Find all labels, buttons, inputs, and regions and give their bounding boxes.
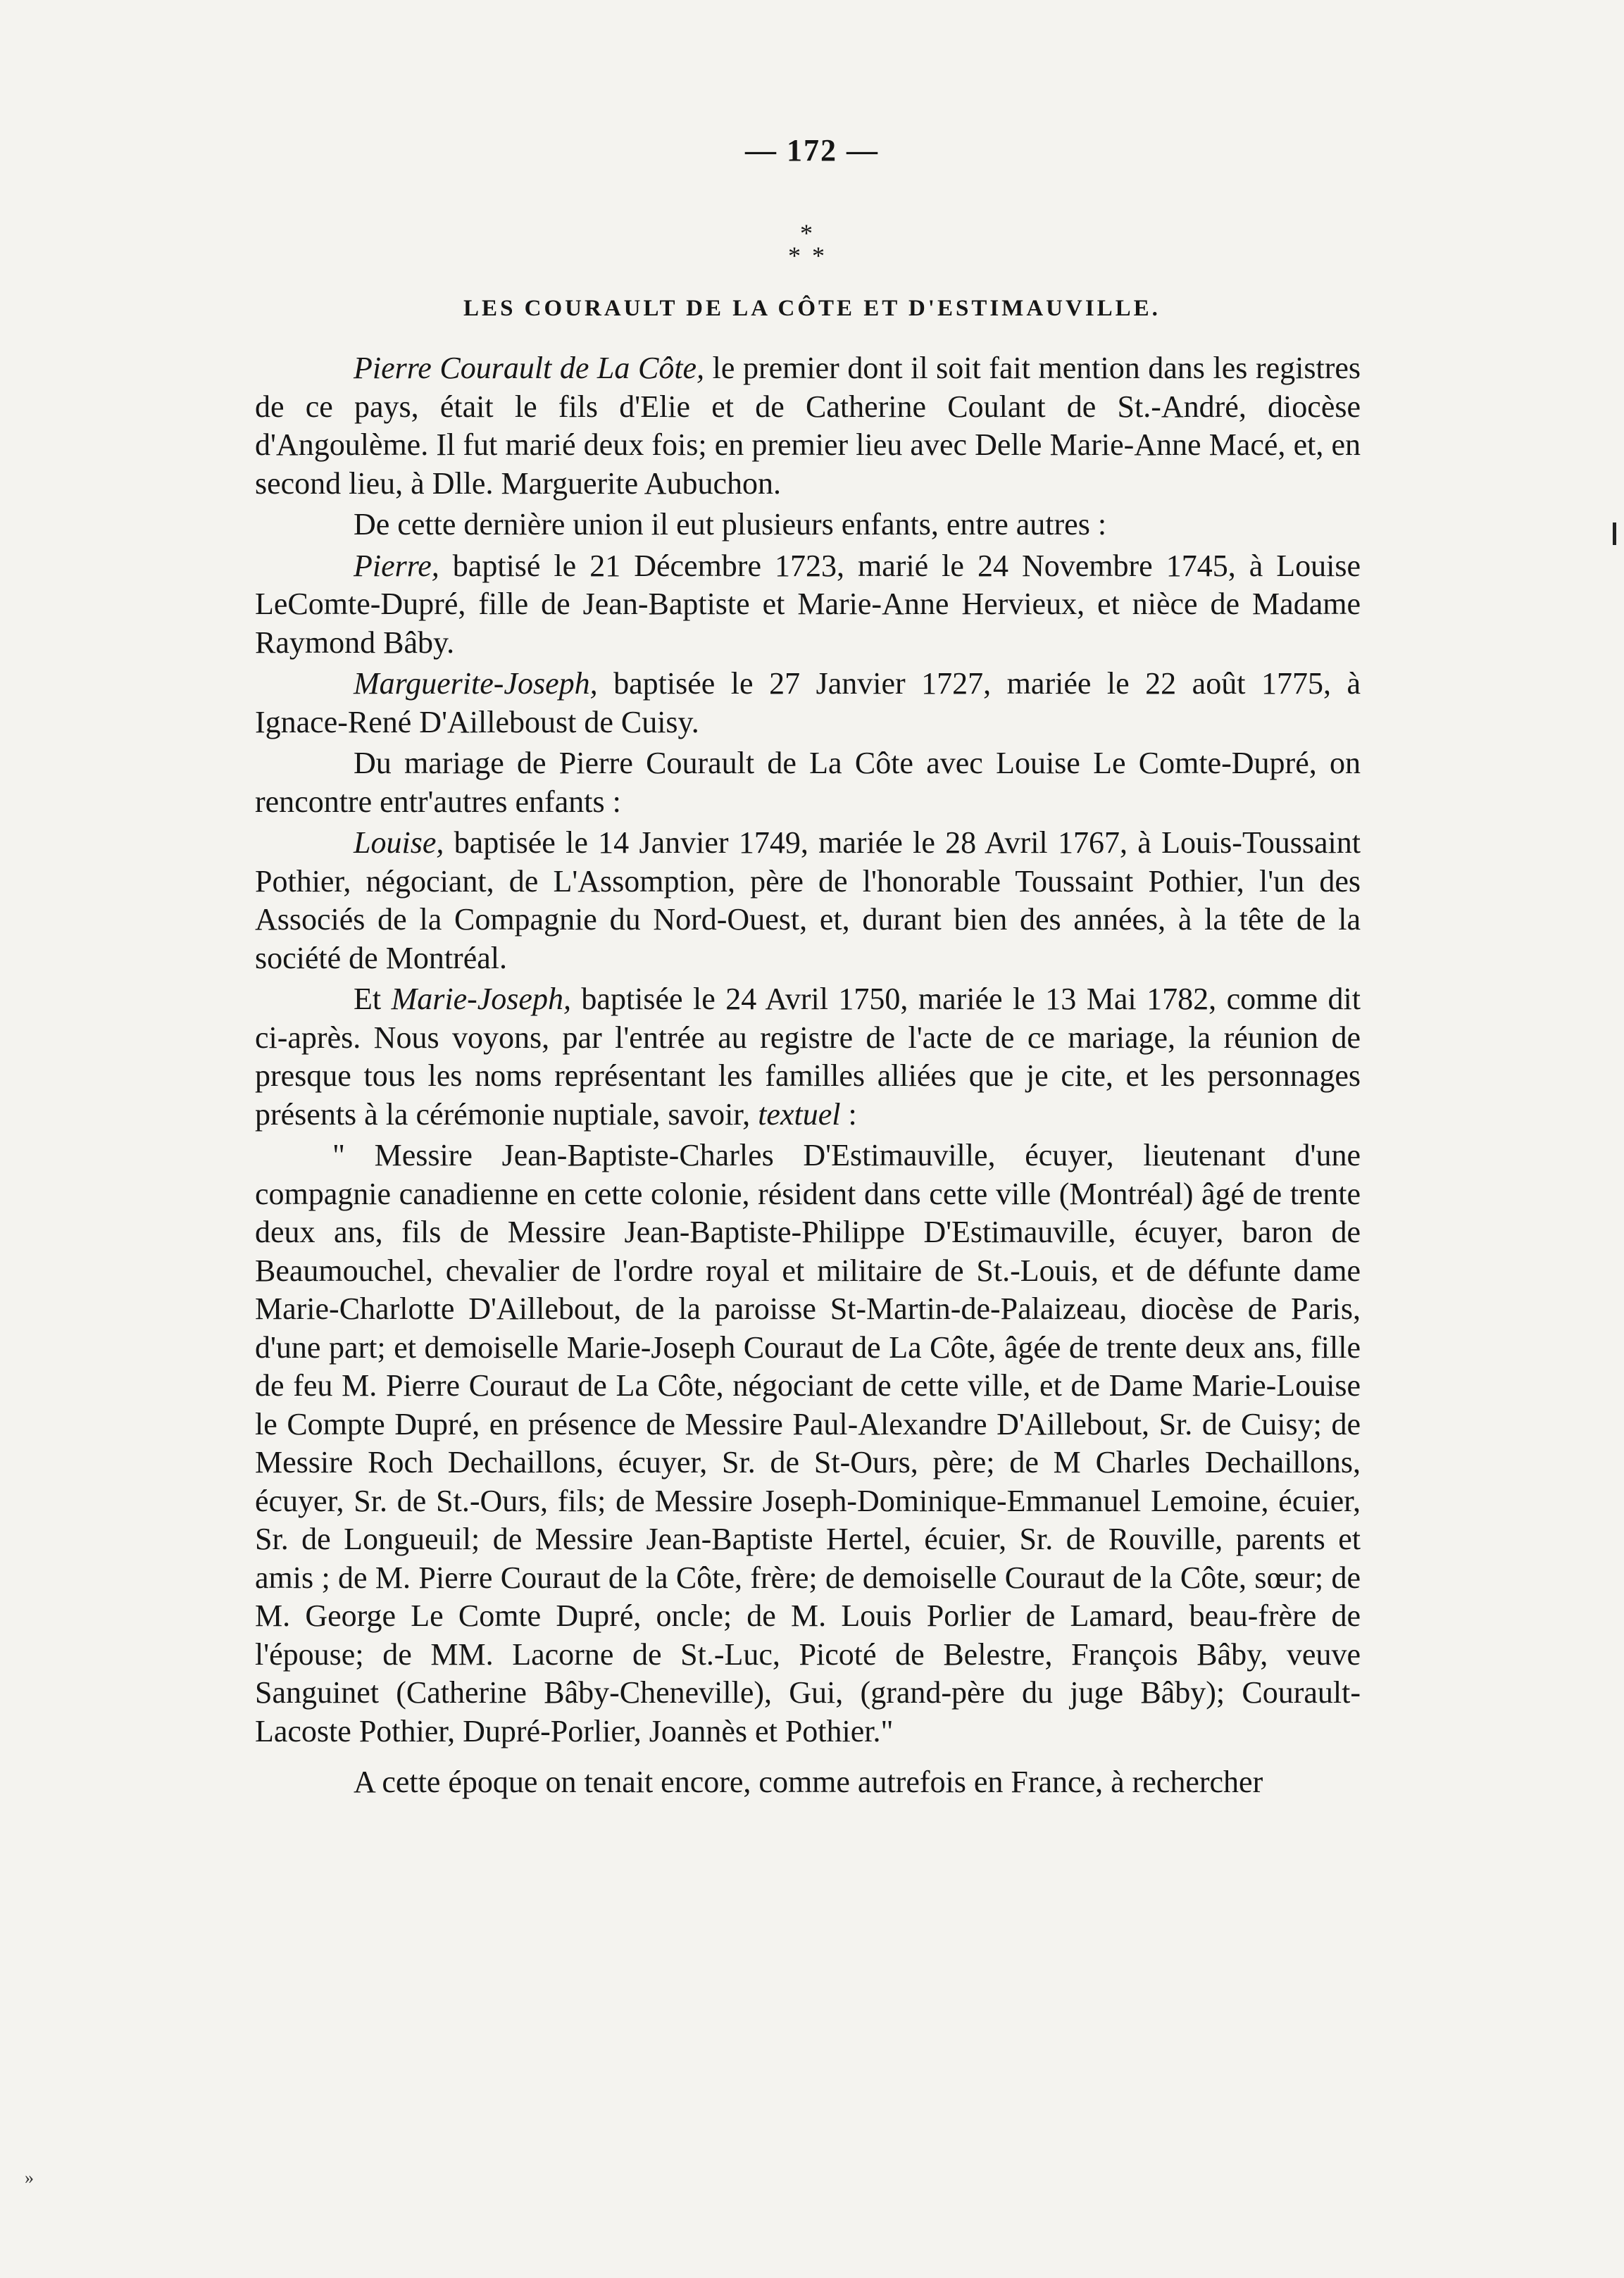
closing-line: A cette époque on tenait encore, comme autrefois en France, à rechercher: [354, 1765, 1263, 1799]
paragraph-italic: Pierre Courault de La Côte,: [354, 351, 705, 385]
paragraph-italic: Louise,: [354, 825, 444, 860]
paragraph-text: baptisée le 14 Janvier 1749, mariée le 28 Avril 1767, à Louis-Toussaint Pothier, négociant, de L'Assomption, père de l'honorable Toussaint Pothier, l'un des Associés de la Compagnie du Nord-Ouest, et, durant bien des années, à la tête de la société de Montréal.: [255, 825, 1361, 975]
edge-mark: [1613, 522, 1616, 545]
paragraph-text: baptisé le 21 Décembre 1723, marié le 24 Novembre 1745, à Louise LeComte-Dupré, fille de Jean-Baptiste et Marie-Anne Hervieux, et nièce de Madame Raymond Bâby.: [255, 548, 1361, 660]
stray-mark: »: [25, 2167, 34, 2188]
section-heading: LES COURAULT DE LA CÔTE ET D'ESTIMAUVILLE.: [463, 296, 1161, 321]
paragraph-text: Du mariage de Pierre Courault de La Côte avec Louise Le Comte-Dupré, on rencontre entr'autres enfants :: [255, 746, 1361, 819]
paragraph-text: De cette dernière union il eut plusieurs enfants, entre autres :: [354, 507, 1107, 542]
asterism-bottom: **: [788, 242, 836, 270]
paragraph-marguerite-joseph: [255, 665, 1361, 741]
body-text: [255, 349, 1361, 1805]
paragraph-text: le premier dont il soit fait mention dans les registres de ce pays, était le fils d'Elie et de Catherine Coulant de St.-André, diocèse d'Angoulème. Il fut marié deux fois; en premier lieu avec Delle Marie-Anne Macé, et, en second lieu, à Dlle. Marguerite Aubuchon.: [255, 351, 1361, 501]
paragraph-pierre-son: [255, 547, 1361, 663]
paragraph-tail: :: [840, 1096, 857, 1132]
asterism-ornament: [768, 219, 845, 271]
paragraph-children-intro: [255, 506, 1361, 544]
paragraph-text: baptisée le 24 Avril 1750, mariée le 13 Mai 1782, comme dit ci-après. Nous voyons, par l'entrée au registre de l'acte de ce mariage, la réunion de presque tous les noms représentant les familles alliées que je cite, et les personnages présents à la cérémonie nuptiale, savoir,: [255, 982, 1361, 1132]
marriage-record-quote: " Messire Jean-Baptiste-Charles D'Estimauville, écuyer, lieutenant d'une compagnie canadienne en cette colonie, résident dans cette ville (Montréal) âgé de trente deux ans, fils de Messire Jean-Baptiste-Philippe D'Estimauville, écuyer, baron de Beaumouchel, chevalier de l'ordre royal et militaire de St.-Louis, et de défunte dame Marie-Charlotte D'Aillebout, de la paroisse St-Martin-de-Palaizeau, diocèse de Paris, d'une part; et demoiselle Marie-Joseph Couraut de La Côte, âgée de trente deux ans, fille de feu M. Pierre Couraut de La Côte, négociant de cette ville, et de Dame Marie-Louise le Compte Dupré, en présence de Messire Paul-Alexandre D'Aillebout, Sr. de Cuisy; de Messire Roch Dechaillons, écuyer, Sr. de St-Ours, père; de M Charles Dechaillons, écuyer, Sr. de St.-Ours, fils; de Messire Joseph-Dominique-Emmanuel Lemoine, écuier, Sr. de Longueuil; de Messire Jean-Baptiste Hertel, écuier, Sr. de Rouville, parents et amis ; de M. Pierre Couraut de la Côte, frère; de demoiselle Couraut de la Côte, sœur; de M. George Le Comte Dupré, oncle; de M. Louis Porlier de Lamard, beau-frère de l'épouse; de MM. Lacorne de St.-Luc, Picoté de Belestre, François Bâby, veuve Sanguinet (Catherine Bâby-Cheneville), Gui, (grand-père du juge Bâby); Courault-Lacoste Pothier, Dupré-Porlier, Joannès et Pothier.": [255, 1138, 1361, 1748]
paragraph-lead: Et: [354, 982, 392, 1016]
paragraph-text: baptisée le 27 Janvier 1727, mariée le 22 août 1775, à Ignace-René D'Ailleboust de Cuisy.: [255, 666, 1361, 739]
paragraph-louise: [255, 824, 1361, 977]
paragraph-second-marriage: [255, 744, 1361, 821]
paragraph-italic: Marie-Joseph,: [391, 982, 571, 1016]
paragraph-marie-joseph: [255, 980, 1361, 1134]
paragraph-italic: Marguerite-Joseph,: [354, 666, 598, 701]
page-number: — 172 —: [745, 133, 879, 168]
asterism-top: *: [800, 219, 813, 247]
paragraph-pierre-courault: [255, 349, 1361, 503]
paragraph-tail-italic: textuel: [758, 1096, 841, 1132]
paragraph-italic: Pierre,: [354, 548, 439, 583]
